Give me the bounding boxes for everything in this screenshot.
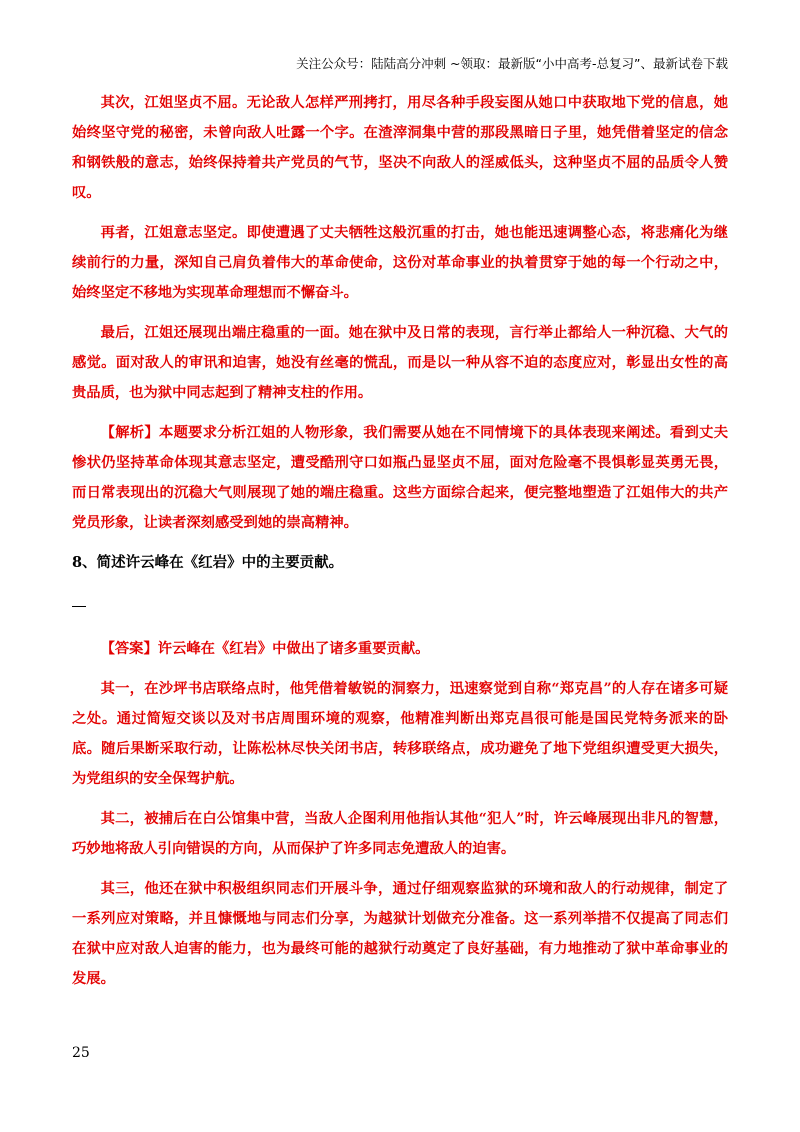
paragraph-dignified: 最后，江姐还展现出端庄稳重的一面。她在狱中及日常的表现，言行举止都给人一种沉稳、大气的感觉。面对敌人的审讯和迫害，她没有丝毫的慌乱，而是以一种从容不迫的态度应对，彰显出女性的高贵品质，也为狱中同志起到了精神支柱的作用。 bbox=[72, 325, 728, 401]
paragraph-determination: 再者，江姐意志坚定。即使遭遇了丈夫牺牲这般沉重的打击，她也能迅速调整心态，将悲痛化为继续前行的力量，深知自己肩负着伟大的革命使命，这份对革命事业的执着贯穿于她的每一个行动之中，始终坚定不移地为实现革命理想而不懈奋斗。 bbox=[72, 225, 728, 301]
paragraph-answer-intro: 【答案】许云峰在《红岩》中做出了诸多重要贡献。 bbox=[100, 641, 430, 657]
question-8-title: 8、简述许云峰在《红岩》中的主要贡献。 bbox=[72, 554, 344, 571]
paragraph-contribution-3: 其三，他还在狱中积极组织同志们开展斗争，通过仔细观察监狱的环境和敌人的行动规律，制定了一系列应对策略，并且慷慨地与同志们分享，为越狱计划做充分准备。这一系列举措不仅提高了同志们在狱中应对敌人迫害的能力，也为最终可能的越狱行动奠定了良好基础，有力地推动了狱中革命事业的发展。 bbox=[72, 881, 728, 987]
paragraph-analysis: 【解析】本题要求分析江姐的人物形象，我们需要从她在不同情境下的具体表现来阐述。看到丈夫惨状仍坚持革命体现其意志坚定，遭受酷刑守口如瓶凸显坚贞不屈，面对危险毫不畏惧彰显英勇无畏，而日常表现出的沉稳大气则展现了她的端庄稳重。这些方面综合起来，便完整地塑造了江姐伟大的共产党员形象，让读者深刻感受到她的崇高精神。 bbox=[72, 425, 728, 531]
paragraph-contribution-1: 其一，在沙坪书店联络点时，他凭借着敏锐的洞察力，迅速察觉到自称“郑克昌”的人存在诸多可疑之处。通过简短交谈以及对书店周围环境的观察，他精准判断出郑克昌很可能是国民党特务派来的卧底。随后果断采取行动，让陈松林尽快关闭书店，转移联络点，成功避免了地下党组织遭受更大损失，为党组织的安全保驾护航。 bbox=[72, 681, 728, 787]
page-number: 25 bbox=[72, 1045, 90, 1061]
answer-blank-line bbox=[72, 606, 86, 607]
answer-blank bbox=[72, 596, 728, 632]
paragraph-steadfast: 其次，江姐坚贞不屈。无论敌人怎样严刑拷打，用尽各种手段妄图从她口中获取地下党的信息，她始终坚守党的秘密，未曾向敌人吐露一个字。在渣滓洞集中营的那段黑暗日子里，她凭借着坚定的信念和钢铁般的意志，始终保持着共产党员的气节，坚决不向敌人的淫威低头，这种坚贞不屈的品质令人赞叹。 bbox=[72, 95, 728, 201]
page-content bbox=[72, 88, 728, 1004]
page-header: 关注公众号：陆陆高分冲刺 ~领取：最新版“小中高考-总复习”、最新试卷下载 bbox=[296, 56, 728, 71]
paragraph-contribution-2: 其二，被捕后在白公馆集中营，当敌人企图利用他指认其他“犯人”时，许云峰展现出非凡的智慧，巧妙地将敌人引向错误的方向，从而保护了许多同志免遭敌人的迫害。 bbox=[72, 811, 728, 857]
